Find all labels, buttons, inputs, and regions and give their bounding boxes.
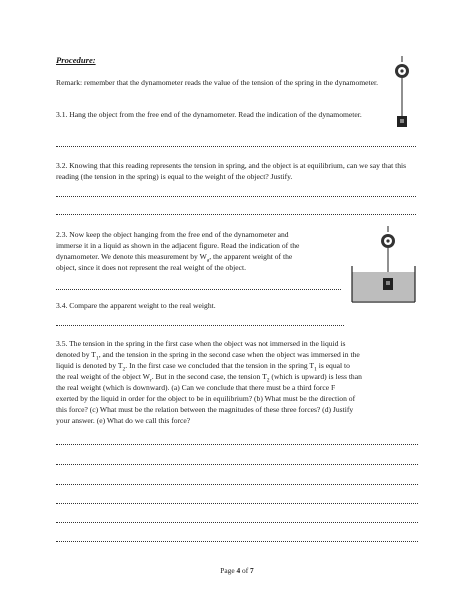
answer-line[interactable] — [56, 146, 416, 147]
question-3-4-text: 3.4. Compare the apparent weight to the real weight. — [56, 301, 216, 310]
answer-line[interactable] — [56, 484, 418, 485]
procedure-heading: Procedure: — [56, 55, 96, 65]
question-3-3-line: object, since it does not represent the real weight of the object. — [56, 263, 246, 272]
answer-line[interactable] — [56, 214, 416, 215]
question-3-5-line: the real weight (which is downward). (a) Can we conclude that there must be a third force F — [56, 383, 336, 392]
question-3-3-line: immerse it in a liquid as shown in the adjacent figure. Read the indication of the — [56, 241, 300, 250]
answer-line[interactable] — [56, 289, 341, 290]
question-3-1-text: 3.1. Hang the object from the free end of the dynamometer. Read the indication of the dynamometer. — [56, 110, 362, 119]
answer-line[interactable] — [56, 464, 418, 465]
question-3-5-line: this force? (c) What must be the relation between the magnitudes of these three forces? (d) Justify — [56, 405, 354, 414]
answer-line[interactable] — [56, 541, 418, 542]
question-3-5-line: denoted by $T_1$, and the tension in the spring in the second case when the object was immersed in the — [56, 350, 360, 362]
question-3-5-line: 3.5. The tension in the spring in the first case when the object was not immersed in the liquid is — [56, 339, 346, 348]
question-3-5-line: liquid is denoted by $T_2$. In the first case we concluded that the tension in the spring $T_1$ is equal to — [56, 361, 350, 373]
answer-line[interactable] — [56, 196, 416, 197]
dynamometer-figure — [388, 56, 418, 136]
question-3-5-line: exerted by the liquid in order for the object to be in equilibrium? (b) What must be the direction of — [56, 394, 356, 403]
question-3-5-line: your answer. (e) What do we call this force? — [56, 416, 191, 425]
page-footer: Page 4 of 7 — [220, 566, 254, 575]
question-3-3-line: 2.3. Now keep the object hanging from the free end of the dynamometer and — [56, 230, 289, 239]
answer-line[interactable] — [56, 503, 418, 504]
answer-line[interactable] — [56, 522, 418, 523]
question-3-5-line: the real weight of the object $W_r$. But in the second case, the tension $T_2$ (which is upward) is less than — [56, 372, 362, 384]
immersed-dynamometer-figure — [350, 226, 420, 306]
question-3-3-line: dynamometer. We denote this measurement by $W_a$, the apparent weight of the — [56, 252, 293, 264]
answer-line[interactable] — [56, 444, 418, 445]
remark-text: Remark: remember that the dynamometer reads the value of the tension of the spring in the dynamometer. — [56, 78, 378, 87]
answer-line[interactable] — [56, 325, 344, 326]
question-3-2-text: 3.2. Knowing that this reading represents the tension in spring, and the object is at equilibrium, can we say that this reading (the tension in the spring) is equal to the weight of the object? Justify. — [56, 161, 407, 182]
